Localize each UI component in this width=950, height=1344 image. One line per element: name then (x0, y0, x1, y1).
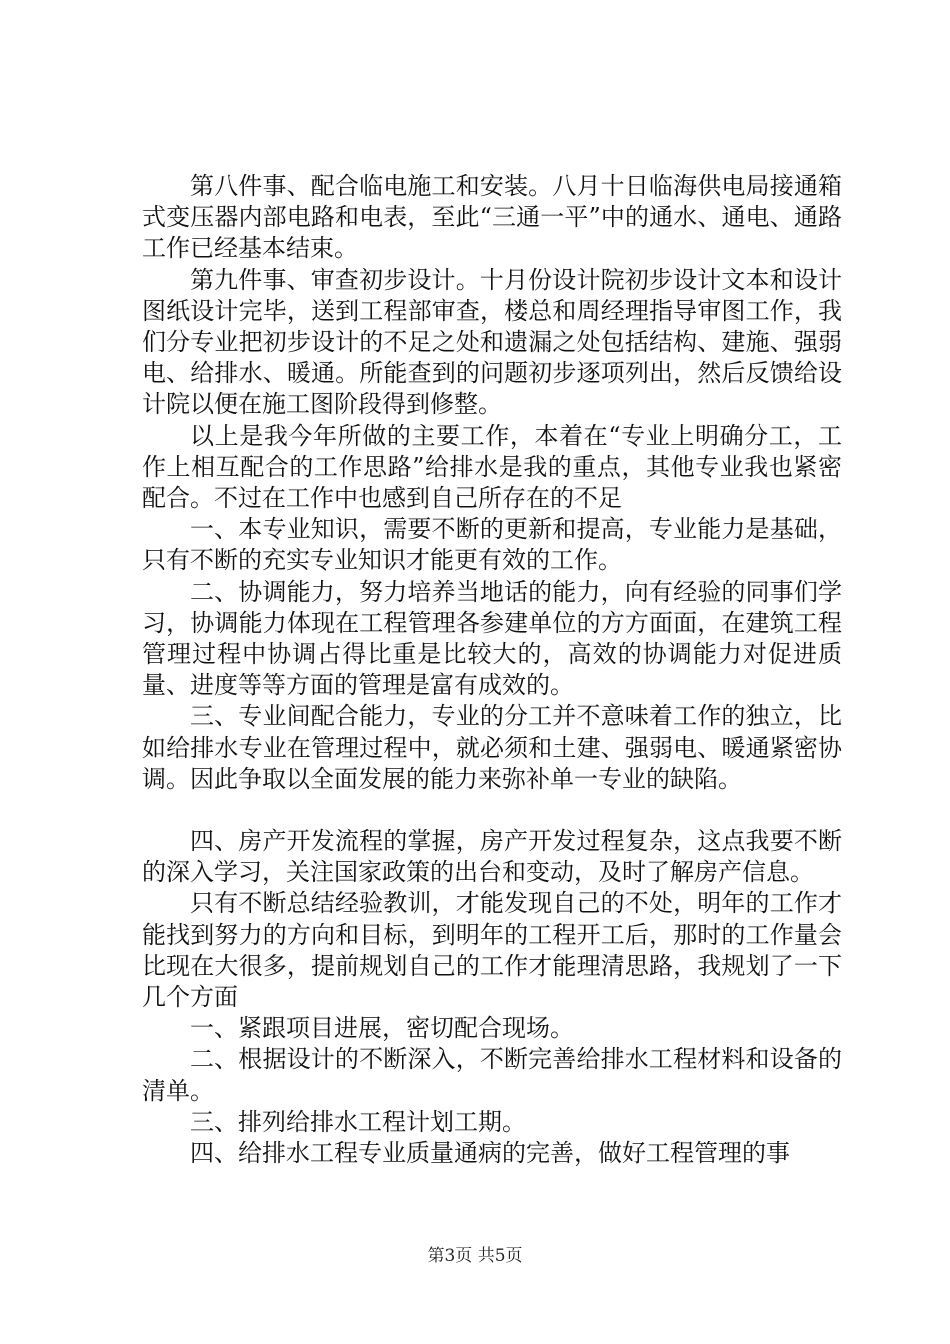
paragraph: 以上是我今年所做的主要工作，本着在“专业上明确分工，工作上相互配合的工作思路”给排水是我的重点，其他专业我也紧密配合。不过在工作中也感到自己所存在的不足 (142, 421, 842, 513)
page-number-label: 第3页 共5页 (427, 1246, 523, 1266)
paragraph: 只有不断总结经验教训，才能发现自己的不处，明年的工作才能找到努力的方向和目标，到明年的工程开工后，那时的工作量会比现在大很多，提前规划自己的工作才能理清思路，我规划了一下几个方面 (142, 889, 842, 1012)
paragraph: 四、房产开发流程的掌握，房产开发过程复杂，这点我要不断的深入学习，关注国家政策的出台和变动，及时了解房产信息。 (142, 827, 842, 887)
page-footer (0, 1245, 950, 1267)
paragraph: 第九件事、审查初步设计。十月份设计院初步设计文本和设计图纸设计完毕，送到工程部审查，楼总和周经理指导审图工作，我们分专业把初步设计的不足之处和遗漏之处包括结构、建施、强弱电、给排水、暖通。所能查到的问题初步逐项列出，然后反馈给设计院以便在施工图阶段得到修整。 (142, 265, 842, 419)
paragraph: 一、紧跟项目进展，密切配合现场。 (190, 1014, 574, 1043)
paragraph: 第八件事、配合临电施工和安装。八月十日临海供电局接通箱式变压器内部电路和电表，至此“三通一平”中的通水、通电、通路工作已经基本结束。 (142, 172, 842, 263)
paragraph-gap (142, 795, 842, 826)
paragraph: 二、根据设计的不断深入，不断完善给排水工程材料和设备的清单。 (142, 1045, 842, 1105)
paragraph: 二、协调能力，努力培养当地话的能力，向有经验的同事们学习，协调能力体现在工程管理各参建单位的方方面面，在建筑工程管理过程中协调占得比重是比较大的，高效的协调能力对促进质量、进度等等方面的管理是富有成效的。 (142, 577, 842, 700)
paragraph: 三、排列给排水工程计划工期。 (190, 1107, 526, 1136)
paragraph: 四、给排水工程专业质量通病的完善，做好工程管理的事 (190, 1139, 790, 1168)
document-body (142, 171, 842, 1169)
paragraph: 三、专业间配合能力，专业的分工并不意味着工作的独立，比如给排水专业在管理过程中，就必须和土建、强弱电、暖通紧密协调。因此争取以全面发展的能力来弥补单一专业的缺陷。 (142, 702, 842, 793)
paragraph: 一、本专业知识，需要不断的更新和提高，专业能力是基础，只有不断的充实专业知识才能更有效的工作。 (142, 515, 842, 575)
